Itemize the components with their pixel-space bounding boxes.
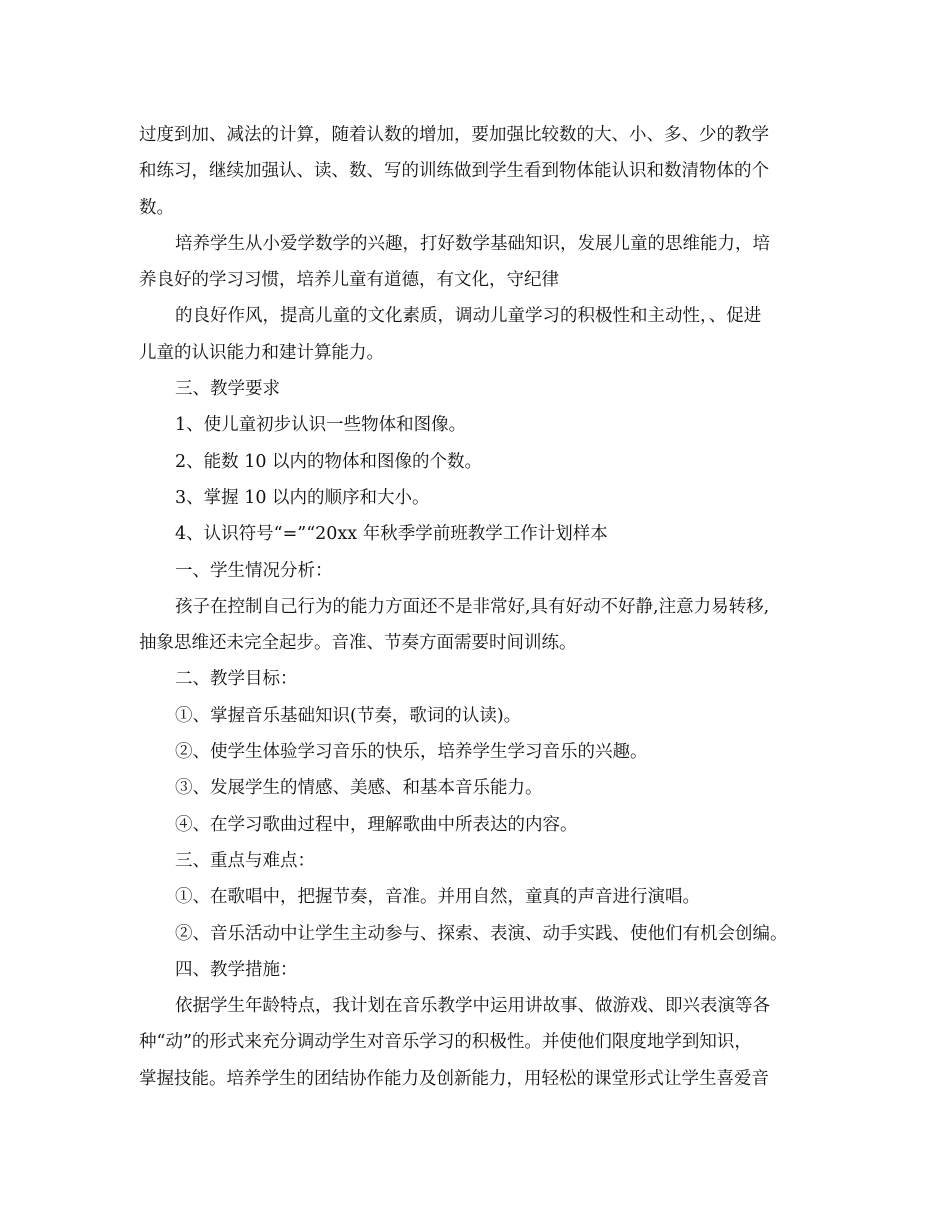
list-item: ②、使学生体验学习音乐的快乐，培养学生学习音乐的兴趣。 — [175, 742, 648, 763]
list-item: ②、音乐活动中让学生主动参与、探索、表演、动手实践、使他们有机会创编。 — [175, 923, 788, 944]
list-item: 2、能数 10 以内的物体和图像的个数。 — [175, 451, 483, 472]
list-item: ①、掌握音乐基础知识(节奏，歌词的认读)。 — [175, 705, 522, 726]
list-item: 3、掌握 10 以内的顺序和大小。 — [175, 487, 430, 508]
text-line: 的良好作风，提高儿童的文化素质，调动儿童学习的积极性和主动性，、促进 — [175, 306, 762, 327]
list-item: ③、发展学生的情感、美感、和基本音乐能力。 — [175, 778, 543, 799]
list-item: 1、使儿童初步认识一些物体和图像。 — [175, 415, 467, 436]
section-heading: 二、教学目标： — [175, 669, 298, 690]
text-line: 抽象思维还未完全起步。音准、节奏方面需要时间训练。 — [139, 633, 577, 654]
text-line: 儿童的认识能力和建计算能力。 — [139, 342, 384, 363]
text-line: 种“动”的形式来充分调动学生对音乐学习的积极性。并使他们限度地学到知识， — [139, 1032, 752, 1053]
text-line: 数。 — [139, 197, 174, 218]
text-line: 过度到加、减法的计算，随着认数的增加，要加强比较数的大、小、多、少的教学 — [139, 125, 769, 145]
text-line: 依据学生年龄特点，我计划在音乐教学中运用讲故事、做游戏、即兴表演等各 — [175, 996, 770, 1017]
section-heading: 一、学生情况分析： — [175, 560, 333, 581]
section-heading: 三、重点与难点： — [175, 850, 315, 871]
section-heading: 三、教学要求 — [175, 379, 280, 400]
list-item: 4、认识符号“=”“20xx 年秋季学前班教学工作计划样本 — [175, 524, 608, 545]
text-line: 培养学生从小爱学数学的兴趣，打好数学基础知识，发展儿童的思维能力，培 — [175, 233, 770, 254]
text-line: 养良好的学习习惯，培养儿童有道德，有文化，守纪律 — [139, 270, 559, 291]
text-line: 和练习，继续加强认、读、数、写的训练做到学生看到物体能认识和数清物体的个 — [139, 161, 769, 182]
section-heading: 四、教学措施： — [175, 959, 298, 980]
text-line: 孩子在控制自己行为的能力方面还不是非常好,具有好动不好静,注意力易转移, — [175, 596, 770, 617]
list-item: ④、在学习歌曲过程中，理解歌曲中所表达的内容。 — [175, 814, 578, 835]
list-item: ①、在歌唱中，把握节奏，音准。并用自然，童真的声音进行演唱。 — [175, 887, 700, 908]
text-line: 掌握技能。培养学生的团结协作能力及创新能力，用轻松的课堂形式让学生喜爱音 — [139, 1068, 769, 1089]
document-body — [139, 117, 829, 1097]
